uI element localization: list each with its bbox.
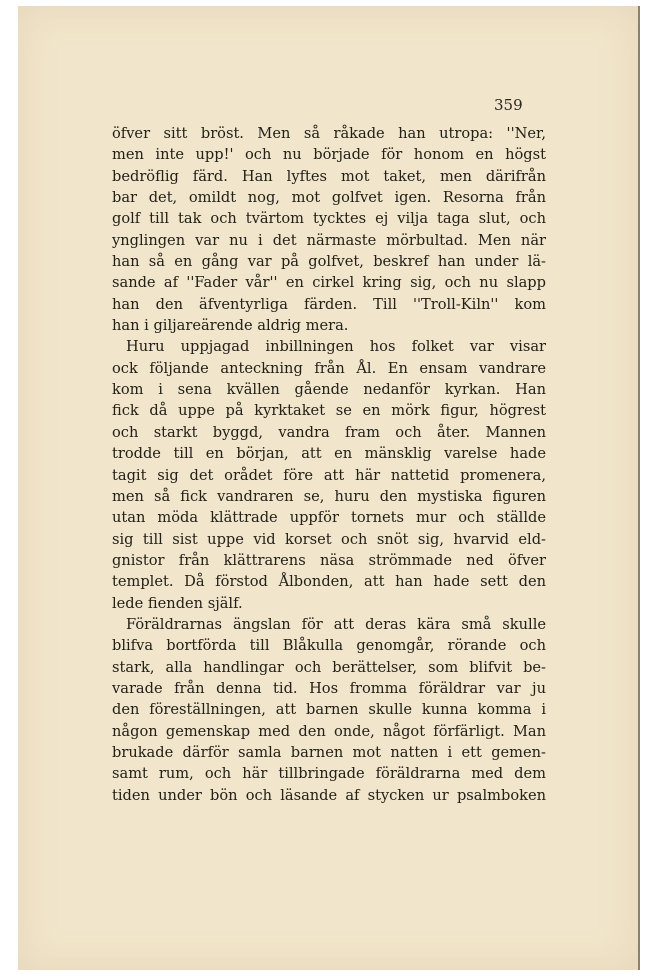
- text-line: någon gemenskap med den onde, något förfärligt. Man: [112, 722, 546, 740]
- text-line: tiden under bön och läsande af stycken ur psalmboken: [112, 786, 546, 804]
- body-text: [112, 123, 546, 806]
- text-line: ynglingen var nu i det närmaste mörbultad. Men när: [112, 231, 546, 249]
- text-line: ock följande anteckning från Ål. En ensam vandrare: [112, 359, 546, 377]
- text-line: öfver sitt bröst. Men så råkade han utropa: ''Ner,: [112, 125, 546, 142]
- text-line: bar det, omildt nog, mot golfvet igen. Resorna från: [112, 189, 546, 207]
- text-line: sig till sist uppe vid korset och snöt sig, hvarvid eld-: [112, 530, 546, 548]
- book-page: [18, 6, 640, 970]
- text-line: gnistor från klättrarens näsa strömmade ned öfver: [112, 551, 546, 569]
- text-line: och starkt byggd, vandra fram och åter. Mannen: [112, 423, 546, 441]
- text-line: blifva bortförda till Blåkulla genomgår, rörande och: [112, 637, 546, 655]
- text-line: samt rum, och här tillbringade föräldrarna med dem: [112, 765, 546, 783]
- text-line: utan möda klättrade uppför tornets mur och ställde: [112, 509, 546, 527]
- paragraph-start-line: Huru uppjagad inbillningen hos folket var visar: [126, 338, 546, 356]
- text-line: tagit sig det orådet före att här nattetid promenera,: [112, 466, 546, 484]
- text-line: han den äfventyrliga färden. Till ''Troll-Kiln'' kom: [112, 295, 546, 313]
- text-line: men inte upp!' och nu började för honom en högst: [112, 146, 546, 164]
- paragraph-end-line: lede fienden själf.: [112, 594, 243, 612]
- text-line: men så fick vandraren se, huru den mystiska figuren: [112, 487, 546, 505]
- paragraph-end-line: han i giljareärende aldrig mera.: [112, 317, 349, 335]
- text-line: han så en gång var på golfvet, beskref han under lä-: [112, 253, 546, 271]
- text-line: brukade därför samla barnen mot natten i ett gemen-: [112, 743, 546, 761]
- paragraph-start-line: Föräldrarnas ängslan för att deras kära små skulle: [126, 615, 546, 633]
- page-number: 359: [494, 96, 523, 114]
- text-line: varade från denna tid. Hos fromma föräldrar var ju: [112, 679, 546, 697]
- text-line: golf till tak och tvärtom tycktes ej vilja taga slut, och: [112, 210, 546, 228]
- text-line: trodde till en början, att en mänsklig varelse hade: [112, 445, 546, 463]
- text-line: sande af ''Fader vår'' en cirkel kring sig, och nu slapp: [112, 274, 546, 292]
- text-line: den föreställningen, att barnen skulle kunna komma i: [112, 701, 546, 719]
- text-line: fick då uppe på kyrktaket se en mörk figur, högrest: [112, 402, 546, 420]
- text-line: bedröflig färd. Han lyftes mot taket, men därifrån: [112, 167, 546, 185]
- text-line: kom i sena kvällen gående nedanför kyrkan. Han: [112, 381, 546, 399]
- text-line: stark, alla handlingar och berättelser, som blifvit be-: [112, 658, 546, 676]
- text-line: templet. Då förstod Ålbonden, att han hade sett den: [112, 573, 546, 591]
